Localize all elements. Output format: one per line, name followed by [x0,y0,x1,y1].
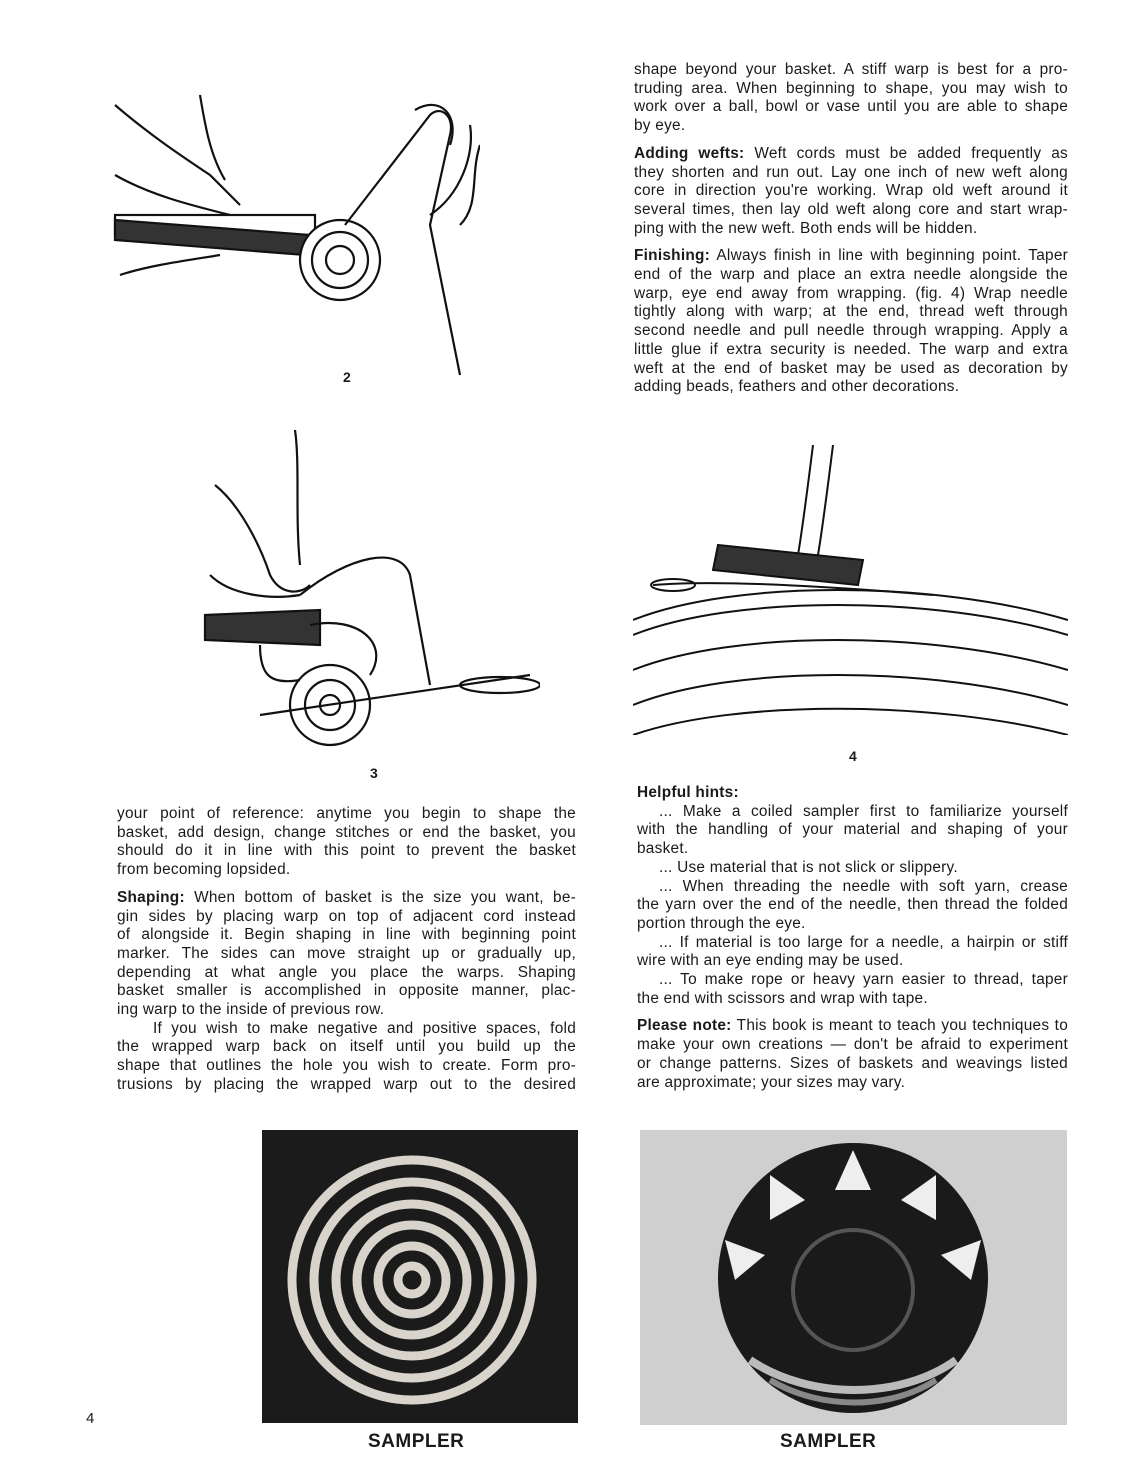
text-line: work over a ball, bowl or vase until you are able to shape [634,98,1068,116]
text-line: or change patterns. Sizes of baskets and weavings listed [637,1054,1068,1072]
text-line: little glue if extra security is needed. The warp and extra [634,340,1068,358]
sampler-photo-coiled [262,1130,578,1423]
figure-4-illustration [633,445,1068,735]
text-line [637,1017,1068,1036]
text-line: shape beyond your basket. A stiff warp is best for a pro- [634,61,1068,78]
paragraph-shaping [117,889,576,1020]
figure-3-illustration [200,425,540,750]
text-line: the yarn over the end of the needle, then thread the folded [637,896,1068,914]
text-line: several times, then lay old weft along core and start wrap- [634,200,1068,218]
text-line [634,247,1068,266]
text-line: depending at what angle you place the warps. Shaping [117,963,576,981]
paragraph-reference [117,805,576,880]
text-line: the wrapped warp back on itself until you build up the [117,1038,576,1056]
hint-2 [637,859,1068,878]
text-line: ping with the new weft. Both ends will be hidden. [634,219,978,237]
text-line: from becoming lopsided. [117,861,291,879]
text-line: wire with an eye ending may be used. [637,952,904,970]
patterned-sampler-image [640,1130,1067,1425]
paragraph-shape-beyond [634,61,1068,136]
text-line: core in direction you're working. Wrap old weft around it [634,182,1068,200]
text-line: basket. [637,840,689,858]
text-line: ... To make rope or heavy yarn easier to thread, taper [659,971,1068,989]
sampler-photo-patterned [640,1130,1067,1425]
text-line: gin sides by placing warp on top of adjacent cord instead [117,907,576,925]
text-line: adding beads, feathers and other decorations. [634,378,960,396]
text-line: ... When threading the needle with soft yarn, crease [659,877,1068,895]
text-line [634,145,1068,164]
hint-3 [637,878,1068,934]
text-run: This book is meant to teach you techniques to [731,1017,1068,1035]
text-line [117,889,576,908]
page-number: 4 [86,1410,95,1427]
text-line: basket, add design, change stitches or end the basket, you [117,823,576,841]
section-heading: Adding wefts: [634,144,745,162]
hint-1 [637,803,1068,859]
section-heading: Finishing: [634,247,711,265]
text-line: If you wish to make negative and positive spaces, fold [153,1019,576,1037]
hint-5 [637,971,1068,1008]
text-line: marker. The sides can move straight up or gradually up, [117,944,576,962]
text-line: with the handling of your material and shaping of your [637,821,1068,839]
left-bottom-text [117,805,576,1095]
text-line: truding area. When beginning to shape, you may wish to [634,79,1068,97]
text-line: warp, eye end away from wrapping. (fig. 4) Wrap needle [634,284,1068,302]
text-line: of alongside it. Begin shaping in line with beginning point [117,926,576,944]
figure-4-label: 4 [849,748,857,764]
right-top-text [634,61,1068,406]
text-line: ... Make a coiled sampler first to familiarize yourself [659,802,1068,820]
text-run: Always finish in line with beginning point. Taper [710,247,1068,265]
text-line: ... If material is too large for a needle, a hairpin or stiff [659,933,1068,951]
figure-2-label: 2 [343,369,351,385]
text-line: by eye. [634,117,686,135]
text-line: should do it in line with this point to prevent the basket [117,842,576,860]
right-bottom-text [637,784,1068,1092]
coiled-sampler-image [262,1130,578,1423]
text-line: second needle and pull needle through wrapping. Apply a [634,322,1068,340]
paragraph-please-note [637,1017,1068,1092]
text-line: make your own creations — don't be afraid to experiment [637,1036,1068,1054]
text-line: ... Use material that is not slick or slippery. [659,858,958,876]
text-line: tightly along with warp; at the end, thread weft through [634,303,1068,321]
text-line: ing warp to the inside of previous row. [117,1001,385,1019]
figure-3-label: 3 [370,765,378,781]
left-photo-caption: SAMPLER [368,1431,465,1452]
section-heading: Please note: [637,1017,732,1035]
hint-4 [637,934,1068,971]
paragraph-spaces [117,1020,576,1095]
paragraph-adding-wefts [634,145,1068,239]
figure-2-illustration [110,75,480,385]
text-line: shape that outlines the hole you wish to create. Form pro- [117,1057,576,1075]
text-line: your point of reference: anytime you begin to shape the [117,805,576,822]
text-line: basket smaller is accomplished in opposite manner, plac- [117,982,576,1000]
text-line: they shorten and run out. Lay one inch of new weft along [634,163,1068,181]
text-line: portion through the eye. [637,914,806,932]
text-line: the end with scissors and wrap with tape. [637,989,928,1007]
text-line: trusions by placing the wrapped warp out to the desired [117,1075,576,1093]
helpful-hints-heading: Helpful hints: [637,784,739,801]
text-line: weft at the end of basket may be used as decoration by [634,359,1068,377]
section-heading: Shaping: [117,888,185,906]
text-run: When bottom of basket is the size you want, be- [184,888,576,906]
text-line: are approximate; your sizes may vary. [637,1073,906,1091]
paragraph-finishing [634,247,1068,397]
text-run: Weft cords must be added frequently as [744,144,1068,162]
text-line: end of the warp and place an extra needle alongside the [634,266,1068,284]
right-photo-caption: SAMPLER [780,1431,877,1452]
